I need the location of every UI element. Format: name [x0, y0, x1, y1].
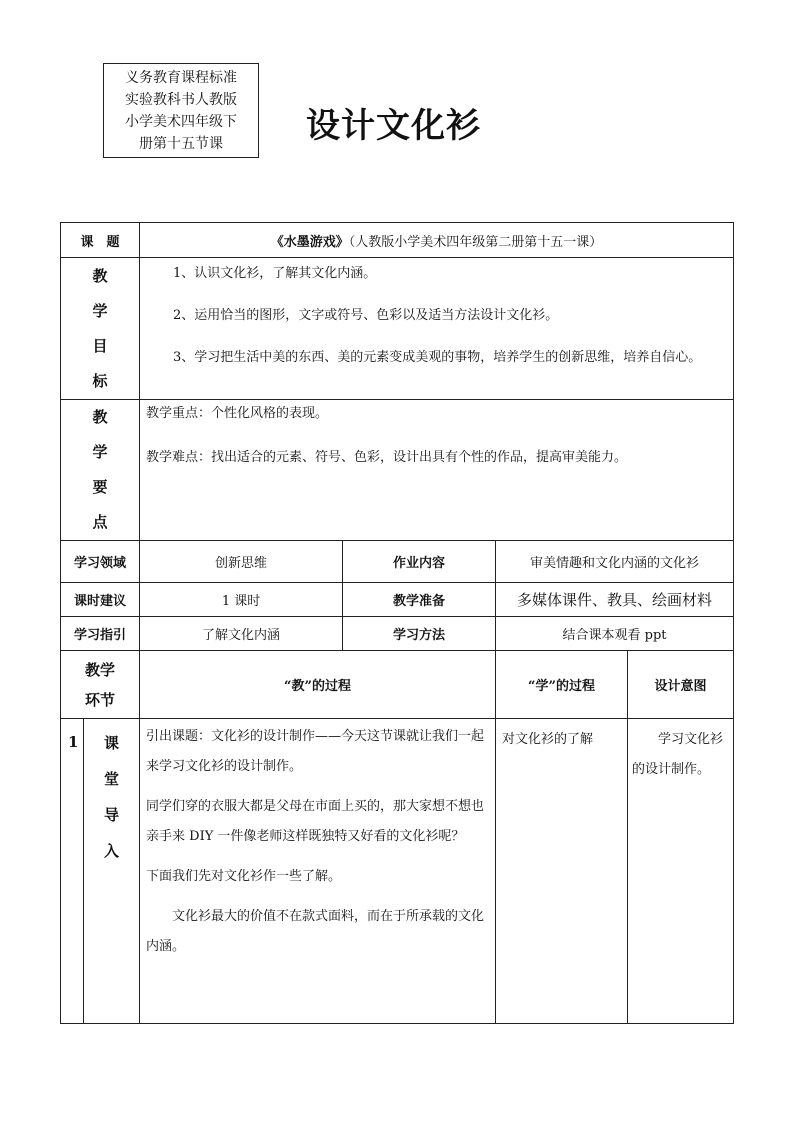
field-label: 学习指引: [61, 617, 140, 651]
series-line: 小学美术四年级下: [125, 114, 237, 130]
series-line: 义务教育课程标准: [125, 70, 237, 86]
topic-title: 《水墨游戏》: [270, 234, 349, 250]
teach-paragraph: 同学们穿的衣服大都是父母在市面上买的，那大家想不想也亲手来 DIY 一件像老师这样既独特又好看的文化衫呢？: [146, 799, 485, 844]
learn-process-header: “学”的过程: [496, 651, 628, 719]
field-label: 学习领域: [61, 541, 140, 583]
field-value: 1 课时: [140, 583, 343, 617]
goal-item: 2、运用恰当的图形，文字或符号、色彩以及适当方法设计文化衫。: [173, 308, 559, 323]
key-point: 教学难点：找出适合的元素、符号、色彩，设计出具有个性的作品，提高审美能力。: [146, 450, 628, 465]
key-points-content: [140, 400, 734, 541]
topic-subtitle: （人教版小学美术四年级第二册第十五一课）: [348, 234, 603, 250]
key-point: 教学重点：个性化风格的表现。: [146, 406, 329, 421]
field-value: 创新思维: [140, 541, 343, 583]
step-name: 课 堂 导 入: [84, 719, 140, 1024]
series-line: 实验教科书人教版: [125, 92, 237, 108]
teach-paragraph: 文化衫最大的价值不在款式面料，而在于所承载的文化内涵。: [146, 909, 485, 954]
teach-paragraph: 引出课题：文化衫的设计制作——今天这节课就让我们一起来学习文化衫的设计制作。: [146, 729, 485, 774]
key-points-label: 教 学 要 点: [61, 400, 140, 541]
series-line: 册第十五节课: [139, 136, 223, 152]
field-value: 多媒体课件、教具、绘画材料: [496, 583, 734, 617]
document-title: 设计文化衫: [306, 106, 481, 146]
design-intent-content: 学习文化衫的设计制作。: [628, 719, 734, 1024]
field-value: 审美情趣和文化内涵的文化衫: [496, 541, 734, 583]
field-label: 作业内容: [343, 541, 496, 583]
teach-process-header: “教”的过程: [140, 651, 496, 719]
teach-process-content: [140, 719, 496, 1024]
teach-paragraph: 下面我们先对文化衫作一些了解。: [146, 869, 342, 884]
stage-header: 教学 环节: [61, 651, 140, 719]
field-label: 教学准备: [343, 583, 496, 617]
field-value: 结合课本观看 ppt: [496, 617, 734, 651]
goal-item: 3、学习把生活中美的东西、美的元素变成美观的事物，培养学生的创新思维，培养自信心。: [173, 350, 702, 365]
step-number: 1: [61, 719, 84, 1024]
topic-value: [140, 223, 734, 258]
topic-label: 课 题: [61, 223, 140, 258]
series-info-box: [103, 63, 259, 158]
lesson-plan-table: [60, 222, 734, 1024]
field-label: 课时建议: [61, 583, 140, 617]
goals-label: 教 学 目 标: [61, 258, 140, 400]
goal-item: 1、认识文化衫，了解其文化内涵。: [173, 266, 377, 281]
goals-content: [140, 258, 734, 400]
field-value: 了解文化内涵: [140, 617, 343, 651]
learn-process-content: 对文化衫的了解: [496, 719, 628, 1024]
field-label: 学习方法: [343, 617, 496, 651]
design-intent-header: 设计意图: [628, 651, 734, 719]
